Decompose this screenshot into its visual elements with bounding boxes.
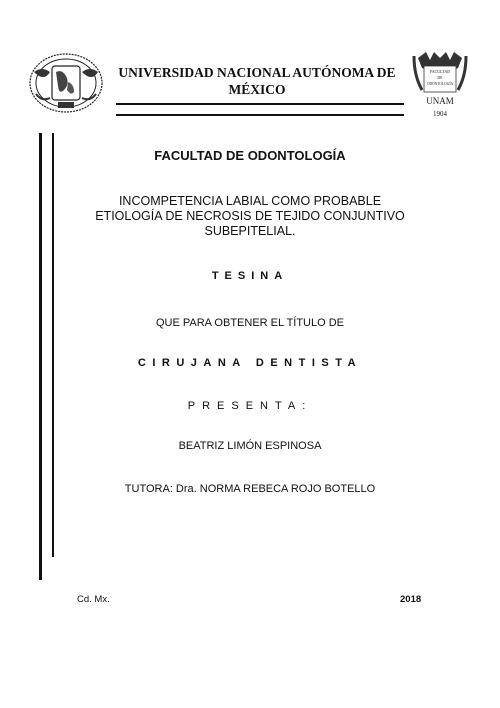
place-of-publication: Cd. Mx.	[77, 594, 110, 605]
coat-of-arms-icon	[28, 52, 104, 114]
degree-purpose: QUE PARA OBTENER EL TÍTULO DE	[155, 317, 345, 329]
seal-line-1: FACULTAD	[429, 69, 451, 74]
header-rule-top	[116, 103, 404, 105]
left-margin-rule-thin	[52, 133, 54, 557]
thesis-title	[60, 194, 440, 239]
unam-coat-of-arms-logo	[28, 52, 104, 114]
thesis-title-line-3: SUBEPITELIAL.	[204, 224, 296, 238]
university-name-line-2: MÉXICO	[228, 82, 286, 97]
eagle-seal-icon	[412, 50, 468, 122]
seal-year: 1904	[433, 110, 447, 118]
thesis-title-line-1: INCOMPETENCIA LABIAL COMO PROBABLE	[118, 194, 382, 208]
thesis-title-line-2: ETIOLOGÍA DE NECROSIS DE TEJIDO CONJUNTIVO	[95, 209, 405, 223]
faculty-seal-logo	[412, 50, 468, 122]
degree-title: CIRUJANA DENTISTA	[137, 357, 363, 369]
work-type: TESINA	[211, 270, 289, 282]
presents-label: PRESENTA:	[187, 400, 313, 412]
publication-year: 2018	[400, 594, 422, 605]
seal-initials: UNAM	[426, 96, 454, 106]
left-margin-rule-thick	[39, 133, 42, 580]
seal-line-2: DE	[437, 75, 443, 80]
tutor-name: TUTORA: Dra. NORMA REBECA ROJO BOTELLO	[124, 483, 376, 495]
faculty-name: FACULTAD DE ODONTOLOGÍA	[154, 148, 346, 163]
university-name	[112, 64, 402, 98]
header-rule-bottom	[116, 114, 404, 116]
seal-line-3: ODONTOLOGÍA	[426, 82, 454, 86]
university-name-line-1: UNIVERSIDAD NACIONAL AUTÓNOMA DE	[118, 65, 396, 80]
author-name: BEATRIZ LIMÓN ESPINOSA	[178, 440, 322, 452]
